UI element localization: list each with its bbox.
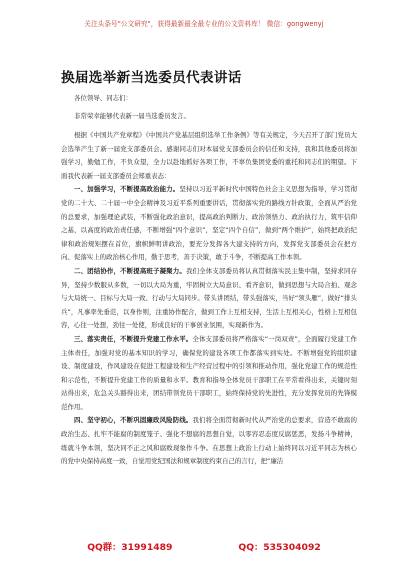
- paragraph-text: 我们全体支部委员将认真贯彻落实民主集中制，坚持求同存异，坚持少数服从多数，一切以大局为重，牢固树立大局意识、看齐意识，做到思想与大局合拍、观念与大局统一、目标与大局一致、行动与大局同步。带头讲团结，带头强落实，当好“领头雁”，做好“排头兵”，凡事率先垂范，以身作则，注重协作配合，做到工作上互相支持，生活上互相关心，性格上互相包容，心往一处想，劲往一处使，形成良好的干事创业氛围，实现新作为。: [61, 266, 357, 330]
- paragraph-text: 我们将全面贯彻新时代从严治党的总要求，营造不敢腐的政治生态、扎牢不能腐的制度笼子、强化不想腐的思想自觉，以零容忍态度反腐惩恶，发扬斗争精神，练就斗争本领，坚决同不正之风和腐败现象作斗争。在思想上政治上行动上始终同以习近平同志为核心的党中央保持高度一致，自觉用党纪国法和规章制度约束自己的言行，把“廉洁: [61, 416, 357, 466]
- greeting: 各位领导、同志们：: [74, 94, 132, 102]
- intro-line: 非常荣幸能够代表新一届当选委员发言。: [74, 112, 190, 120]
- footer-contact: [0, 539, 408, 553]
- speech-body: [61, 129, 357, 469]
- paragraph: [61, 414, 357, 468]
- qq-group-number: QQ群：31991489: [87, 542, 173, 553]
- paragraph-text: 全体支部委员将严格落实“一岗双责”，全面履行党建工作主体责任，加强对党的基本知识的学习，确保党的建设各项工作都落实到实处。不断增强党的组织建设、制度建设，作风建设在促进工程建设和生产经营过程中的引领和推动作用，强化党建工作的规范性和示范性，不断提升党建工作的质量和水平。教育和指导全体党员干部职工在平常看得出来，关键时刻站得出来，危急关头豁得出来，团结带领党员干部职工，始终保持党的先进性，充分发挥党员的先锋模范作用。: [61, 334, 357, 411]
- paragraph: [61, 183, 357, 265]
- paragraph-heading: 三、落实责任，不断提升党建工作水平。: [74, 334, 193, 343]
- paragraph-heading: 四、坚守初心，不断巩固廉政风险防线。: [74, 416, 193, 425]
- paragraph: [61, 265, 357, 333]
- paragraph-heading: 一、加强学习，不断提高政治能力。: [74, 185, 180, 194]
- paragraph: [61, 129, 357, 183]
- paragraph-text: 坚持以习近平新时代中国特色社会主义思想为指导，学习贯彻党的二十大、二十届一中全会精神及习近平系列重要讲话，贯彻落实党的路线方针政策，全面从严治党的总要求，加强理论武装，不断强化政治意识，提高政治判断力、政治领悟力、政治执行力，筑牢信仰之基，以高度的政治责任感，不断增强“四个意识”，坚定“四个自信”，做到“两个维护”，始终把政治纪律和政治规矩摆在首位，旗帜鲜明讲政治，要充分发挥各大建支持的方向，发挥党支部委员会在把方向、促落实上的政治核心作用，勤于思考，善于决策，敢于斗争，不断提高工作本领。: [61, 185, 357, 262]
- paragraph-text: 根据《中国共产党章程》《中国共产党基层组织选举工作条例》等有关规定，今天召开了部门党员大会选举产生了新一届党支部委员会。感谢同志们对本届党支部委员会的信任和支持，我和其他委员将加强学习，勤勉工作，不负众望，全力以赴地抓好各项工作，不辜负集团党委的重托和同志们的期望。下面我代表新一届支部委员会郑重表态：: [61, 131, 357, 180]
- header-banner: 关注头条号"公文研究"，获得最新最全最专业的公文资料库！ 微信：gongwenyj: [84, 20, 324, 28]
- paragraph: [61, 333, 357, 415]
- qq-number: QQ：535304092: [238, 542, 321, 553]
- page-title: 换届选举新当选委员代表讲话: [61, 70, 242, 86]
- paragraph-heading: 二、团结协作，不断提高班子凝聚力。: [74, 266, 186, 275]
